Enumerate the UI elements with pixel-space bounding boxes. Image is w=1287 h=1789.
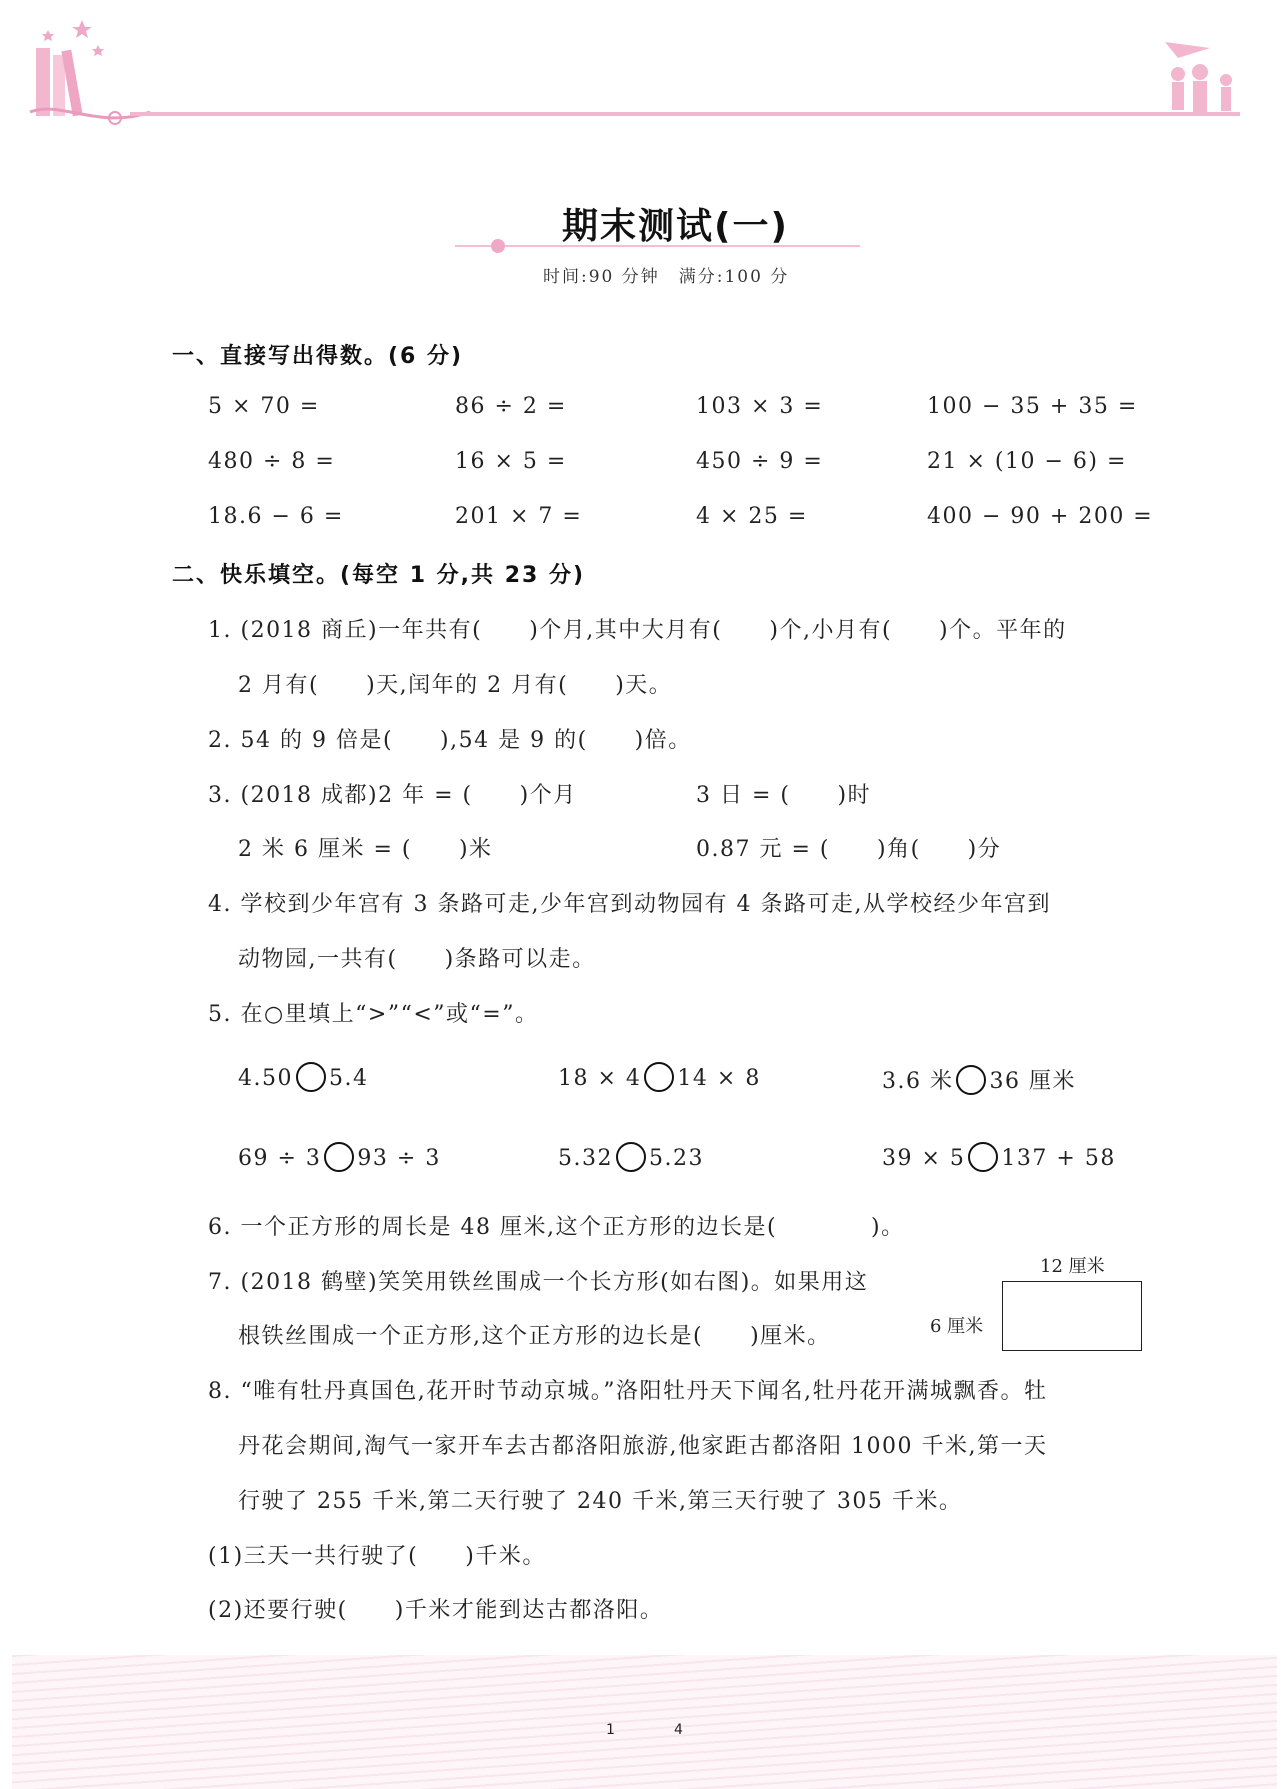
- compare-right: 5.4: [328, 1066, 369, 1091]
- compare-item: [882, 1064, 1076, 1097]
- title-underline: [455, 238, 860, 254]
- question-8-part-2: (2)还要行驶( )千米才能到达古都洛阳。: [208, 1598, 664, 1623]
- question-8-cont: 丹花会期间,淘气一家开车去古都洛阳旅游,他家距古都洛阳 1000 千米,第一天: [238, 1434, 1048, 1459]
- question-4: 4. 学校到少年宫有 3 条路可走,少年宫到动物园有 4 条路可走,从学校经少年宫到: [208, 892, 1051, 917]
- question-2: 2. 54 的 9 倍是( ),54 是 9 的( )倍。: [208, 728, 692, 753]
- compare-right: 14 × 8: [677, 1066, 761, 1091]
- header-decoration: [0, 0, 1287, 140]
- star-icon: [42, 20, 104, 56]
- rect-height-label: 6 厘米: [930, 1316, 984, 1337]
- page-number-left: 1: [606, 1722, 615, 1738]
- section-2-heading: 二、快乐填空。(每空 1 分,共 23 分): [172, 563, 586, 588]
- arith-item: 100 − 35 + 35 =: [927, 394, 1138, 419]
- compare-item: [238, 1144, 441, 1174]
- footer-band: [12, 1655, 1277, 1789]
- compare-right: 137 + 58: [1001, 1146, 1116, 1171]
- question-3d: 0.87 元 = ( )角( )分: [696, 837, 1002, 862]
- compare-right: 93 ÷ 3: [357, 1146, 441, 1171]
- compare-circle-blank[interactable]: [616, 1142, 646, 1172]
- arith-item: 86 ÷ 2 =: [455, 394, 567, 419]
- arith-item: 400 − 90 + 200 =: [927, 504, 1154, 529]
- rect-width-label: 12 厘米: [1040, 1256, 1105, 1277]
- question-6: 6. 一个正方形的周长是 48 厘米,这个正方形的边长是( )。: [208, 1215, 905, 1240]
- question-3c: 2 米 6 厘米 = ( )米: [238, 837, 493, 862]
- arith-item: 16 × 5 =: [455, 449, 567, 474]
- compare-left: 5.32: [558, 1146, 613, 1171]
- arith-item: 18.6 − 6 =: [208, 504, 344, 529]
- question-7: 7. (2018 鹤壁)笑笑用铁丝围成一个长方形(如右图)。如果用这: [208, 1270, 869, 1295]
- arith-item: 4 × 25 =: [696, 504, 808, 529]
- compare-item: [238, 1064, 368, 1094]
- compare-left: 69 ÷ 3: [238, 1146, 322, 1171]
- question-3a: 3. (2018 成都)2 年 = ( )个月: [208, 783, 577, 808]
- page-title: 期末测试(一): [562, 206, 789, 247]
- question-4-cont: 动物园,一共有( )条路可以走。: [238, 947, 596, 972]
- compare-circle-blank[interactable]: [956, 1065, 986, 1095]
- question-1: 1. (2018 商丘)一年共有( )个月,其中大月有( )个,小月有( )个。平年的: [208, 618, 1067, 643]
- rectangle-figure: [1002, 1281, 1142, 1351]
- section-1-heading: 一、直接写出得数。(6 分): [172, 344, 464, 369]
- compare-item: [558, 1144, 704, 1174]
- compare-circle-blank[interactable]: [324, 1142, 354, 1172]
- compare-item: [558, 1064, 761, 1094]
- arith-item: 21 × (10 − 6) =: [927, 449, 1127, 474]
- exam-info: 时间:90 分钟 满分:100 分: [543, 267, 790, 287]
- arith-item: 450 ÷ 9 =: [696, 449, 824, 474]
- compare-left: 39 × 5: [882, 1146, 966, 1171]
- question-3b: 3 日 = ( )时: [696, 783, 872, 808]
- question-8-cont: 行驶了 255 千米,第二天行驶了 240 千米,第三天行驶了 305 千米。: [238, 1489, 963, 1514]
- compare-right: 5.23: [648, 1146, 704, 1171]
- compare-right: 36 厘米: [989, 1069, 1076, 1094]
- arith-item: 5 × 70 =: [208, 394, 320, 419]
- page-number-right: 4: [674, 1722, 683, 1738]
- compare-circle-blank[interactable]: [296, 1062, 326, 1092]
- compare-left: 3.6 米: [882, 1069, 954, 1094]
- compare-circle-blank[interactable]: [968, 1142, 998, 1172]
- question-7-cont: 根铁丝围成一个正方形,这个正方形的边长是( )厘米。: [238, 1324, 831, 1349]
- arith-item: 103 × 3 =: [696, 394, 824, 419]
- compare-left: 18 × 4: [558, 1066, 642, 1091]
- question-5: 5. 在○里填上“>”“<”或“=”。: [208, 1002, 539, 1027]
- children-kite-icon: [1165, 42, 1232, 113]
- compare-item: [882, 1144, 1116, 1174]
- question-1-cont: 2 月有( )天,闰年的 2 月有( )天。: [238, 673, 673, 698]
- arith-item: 480 ÷ 8 =: [208, 449, 336, 474]
- arith-item: 201 × 7 =: [455, 504, 583, 529]
- question-8-part-1: (1)三天一共行驶了( )千米。: [208, 1544, 546, 1569]
- compare-circle-blank[interactable]: [644, 1062, 674, 1092]
- question-8: 8. “唯有牡丹真国色,花开时节动京城。”洛阳牡丹天下闻名,牡丹花开满城飘香。牡: [208, 1379, 1048, 1404]
- compare-left: 4.50: [238, 1066, 293, 1091]
